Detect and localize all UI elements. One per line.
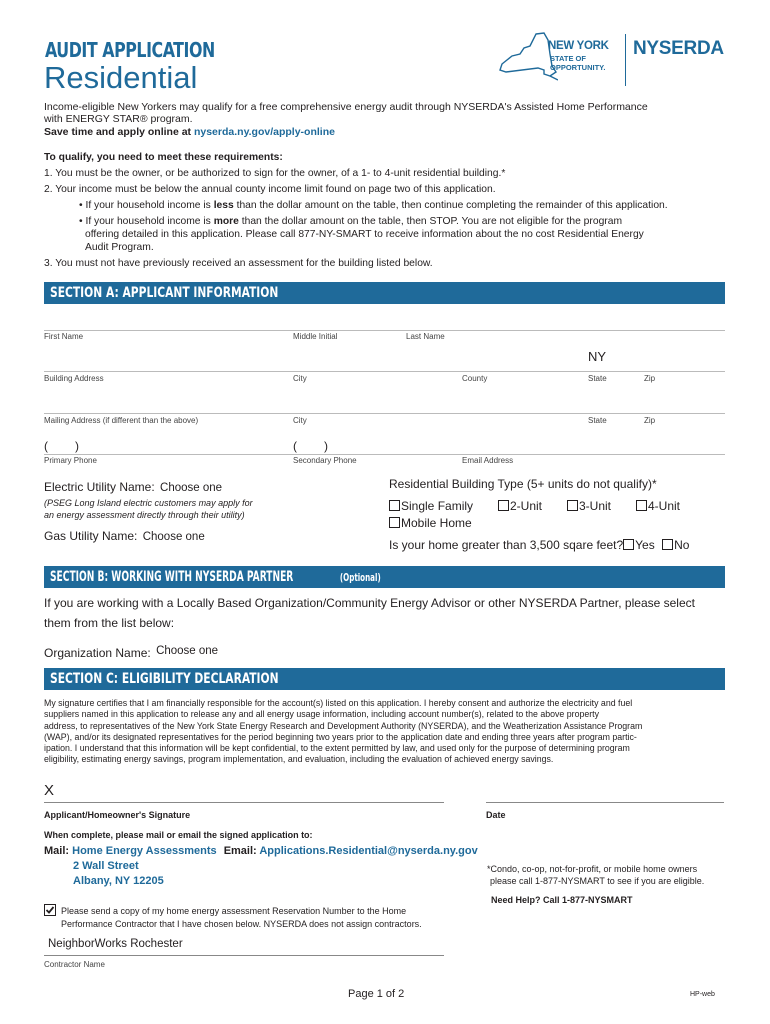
sqft-question: Is your home greater than 3,500 sqare feet? [389,538,624,552]
declaration-line: eligibility, estimating energy savings, program implementation, and evaluation, including the evaluation of achieved energy savings. [44,754,554,765]
pseg-note-line1: (PSEG Long Island electric customers may apply for [44,498,253,508]
first-name-label: First Name [44,332,84,341]
address-row-line [44,371,725,372]
need-help: Need Help? Call 1-877-NYSMART [491,895,633,905]
send-copy-checkbox[interactable] [44,904,56,916]
send-copy-line2: Performance Contractor that I have chosen below. NYSERDA does not assign contractors. [61,919,422,929]
mailing-state-label: State [588,416,607,425]
section-c-header [44,668,725,690]
section-a-title: SECTION A: APPLICANT INFORMATION [50,285,279,301]
bullet2-bold: more [213,216,239,227]
city-label: City [293,374,307,383]
requirement-1: 1. You must be the owner, or be authorized to sign for the owner, of a 1- to 4-unit residential building.* [44,168,506,179]
secondary-phone-paren-close: ) [324,439,328,453]
4-unit-checkbox[interactable] [636,500,647,511]
name-row-line [44,330,725,331]
logo-ny-line2: STATE OF [550,54,586,63]
contractor-line [44,955,444,956]
requirement-2: 2. Your income must be below the annual county income limit found on page two of this application. [44,184,496,195]
checkmark-icon [45,905,55,915]
email-address-label: Email Address [462,456,514,465]
opt-3-unit[interactable] [567,499,611,513]
apply-online [44,126,724,138]
organization-row [44,643,219,660]
mailing-address-label: Mailing Address (if different than the above) [44,416,199,425]
section-b-title: SECTION B: WORKING WITH NYSERDA PARTNER [50,569,294,585]
bullet1-post: than the dollar amount on the table, then continue completing the remainder of this application. [233,200,668,211]
opt-single-family[interactable] [389,499,473,513]
sqft-yes-checkbox[interactable] [623,539,634,550]
middle-initial-label: Middle Initial [293,332,338,341]
requirement-2-bullet-2 [44,214,734,228]
mail-intro: When complete, please mail or email the signed application to: [44,830,313,840]
organization-select[interactable]: Choose one [156,645,219,657]
opt-mobile-home[interactable] [389,516,472,530]
electric-utility-select[interactable]: Choose one [160,482,223,494]
logo-divider [625,34,626,86]
mail-block [44,844,478,889]
declaration-line: ipation. I understand that this information will be kept confidential, to the extent permitted by law, and used only for the purpose of determining program [44,743,630,754]
date-label: Date [486,810,506,820]
secondary-phone-paren-open: ( [293,439,297,453]
last-name-label: Last Name [406,332,445,341]
send-copy-text [61,905,422,931]
intro-line2: with ENERGY STAR® program. [44,113,193,125]
declaration-line: suppliers named in this application to release any and all energy usage information, including account number(s), related to the above property [44,709,600,720]
form-code: HP-web [690,991,715,998]
bullet2-line3: Audit Program. [85,242,154,253]
primary-phone-paren-open: ( [44,439,48,453]
signature-label: Applicant/Homeowner's Signature [44,810,191,820]
gas-utility-row [44,529,205,543]
single-family-label: Single Family [401,499,474,513]
apply-online-link[interactable]: nyserda.ny.gov/apply-online [193,126,335,138]
bullet2-line2: offering detailed in this application. Please call 877-NY-SMART to receive information about the no cost Residential Energy [85,229,644,240]
sqft-no-label: No [674,538,690,552]
signature-x-mark: X [44,782,55,799]
zip-label: Zip [644,374,656,383]
page-number: Page 1 of 2 [348,988,405,1000]
3-unit-checkbox[interactable] [567,500,578,511]
building-type-label: Residential Building Type (5+ units do not qualify)* [389,477,657,491]
primary-phone-paren-close: ) [75,439,79,453]
mail-label: Mail: [44,845,70,857]
logo-ny-line3: OPPORTUNITY. [550,63,606,72]
mobile-home-label: Mobile Home [401,516,472,530]
email-link[interactable]: Applications.Residential@nyserda.ny.gov [259,845,478,857]
form-subtitle: Residential [44,60,198,95]
declaration-text [44,698,726,766]
footnote-line2: please call 1-877-NYSMART to see if you are eligible. [490,876,705,886]
mail-city: Albany, NY 12205 [73,875,164,887]
secondary-phone-label: Secondary Phone [293,456,357,465]
contractor-label: Contractor Name [44,960,105,969]
intro-text [44,101,724,138]
section-b-text [44,593,734,633]
declaration-line: address, to representatives of the New York State Energy Research and Development Authority (NYSERDA), and the Weatherization Assistance Program [44,720,643,731]
send-copy-line1: Please send a copy of my home energy assessment Reservation Number to the Home [61,906,407,916]
bullet2-post: than the dollar amount on the table, then STOP. You are not eligible for the program [238,216,623,227]
gas-utility-label: Gas Utility Name: [44,529,138,543]
section-c-title: SECTION C: ELIGIBILITY DECLARATION [50,671,279,687]
email-label: Email: [223,845,257,857]
sqft-question-row [389,538,689,552]
4-unit-label: 4-Unit [648,499,681,513]
phone-row-line [44,454,725,455]
signature-line[interactable] [44,802,444,803]
section-b-header [44,566,725,588]
2-unit-label: 2-Unit [510,499,543,513]
mailing-city-label: City [293,416,307,425]
mail-street: 2 Wall Street [73,860,139,872]
section-a-header [44,282,725,304]
state-label: State [588,374,607,383]
mobile-home-checkbox[interactable] [389,517,400,528]
opt-2-unit[interactable] [498,499,542,513]
single-family-checkbox[interactable] [389,500,400,511]
bullet1-bold: less [213,200,234,211]
requirements-heading: To qualify, you need to meet these requirements: [44,152,283,163]
pseg-note-line2: an energy assessment directly through their utility) [44,510,245,520]
contractor-field[interactable]: NeighborWorks Rochester [48,938,183,950]
requirement-3: 3. You must not have previously received an assessment for the building listed below. [44,258,433,269]
state-field[interactable]: NY [588,349,607,364]
nyserda-logo: NYSERDA [633,38,724,59]
section-b-optional: (Optional) [339,571,381,584]
requirement-2-bullet-1 [44,198,734,214]
sqft-yes-label: Yes [635,538,655,552]
organization-label: Organization Name: [44,646,151,660]
footnote-line1: *Condo, co-op, not-for-profit, or mobile home owners [487,864,698,874]
section-b-text-line1: If you are working with a Locally Based Organization/Community Energy Advisor or other NYSERDA Partner, please select [44,596,695,610]
intro-line1: Income-eligible New Yorkers may qualify for a free comprehensive energy audit through NYSERDA's Assisted Home Performance [44,101,648,113]
opt-4-unit[interactable] [636,499,680,513]
apply-prefix: Save time and apply online at [44,126,194,138]
bullet1-pre: • If your household income is [79,200,214,211]
requirements [44,150,734,272]
declaration-line: (WAP), and/or its designated representatives for the period beginning two years prior to the application date and ending three years after program partic- [44,731,637,742]
pseg-note [44,497,253,521]
2-unit-checkbox[interactable] [498,500,509,511]
declaration-line: My signature certifies that I am financially responsible for the account(s) listed on this application. I hereby consent and authorize the electricity and fuel [44,698,633,708]
mailing-row-line [44,413,725,414]
section-b-text-line2: them from the list below: [44,616,175,630]
electric-utility-label: Electric Utility Name: [44,480,155,494]
footnote [487,863,704,887]
building-address-label: Building Address [44,374,104,383]
date-line[interactable] [486,802,724,803]
mailing-zip-label: Zip [644,416,656,425]
bullet2-pre: • If your household income is [79,216,214,227]
sqft-no-checkbox[interactable] [662,539,673,550]
county-label: County [462,374,488,383]
form-title: AUDIT APPLICATION [45,38,215,62]
3-unit-label: 3-Unit [579,499,612,513]
nys-logo [498,30,623,88]
gas-utility-select[interactable]: Choose one [142,531,205,543]
electric-utility-row [44,480,222,494]
logo-ny-line1: NEW YORK [548,40,609,52]
primary-phone-label: Primary Phone [44,456,97,465]
mail-recipient: Home Energy Assessments [72,845,217,857]
